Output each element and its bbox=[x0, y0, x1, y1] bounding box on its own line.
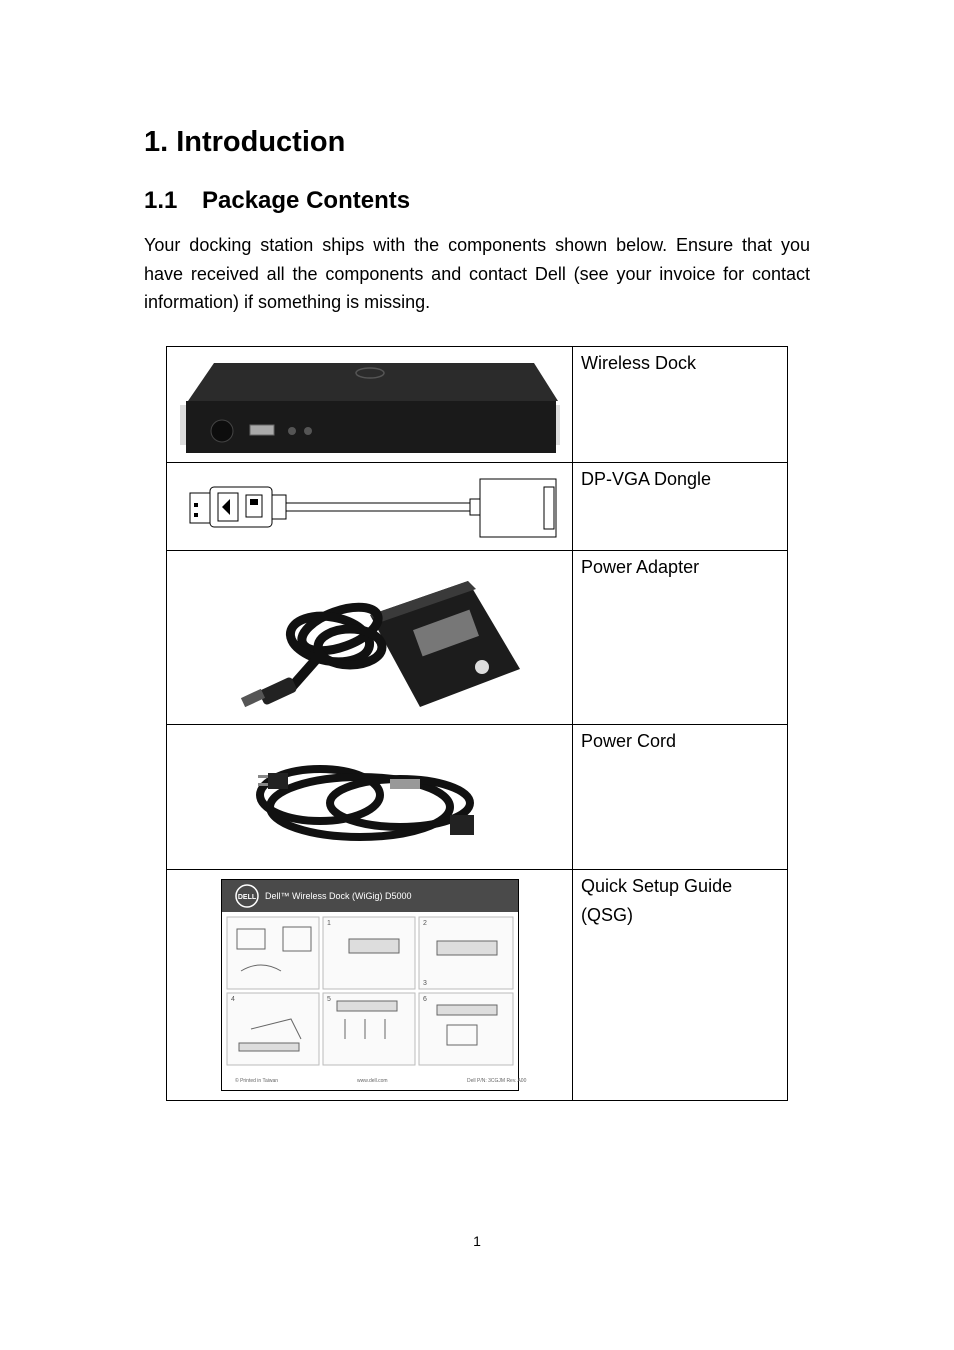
package-contents-table bbox=[166, 346, 788, 1101]
qsg-step-number: 5 bbox=[326, 996, 331, 1003]
intro-paragraph: Your docking station ships with the components shown below. Ensure that you have received all the components and contact Dell (see your invoice for contact information) if something is missing. bbox=[144, 235, 810, 312]
table-row bbox=[167, 870, 788, 1101]
qsg-brand: DELL bbox=[237, 894, 256, 901]
item-image-cell bbox=[167, 725, 573, 870]
qsg-footer-left: © Printed in Taiwan bbox=[234, 1078, 278, 1084]
qsg-step-number: 1 bbox=[326, 920, 331, 927]
subsection-title: Package Contents bbox=[202, 187, 411, 214]
section-title: Introduction bbox=[176, 126, 346, 158]
item-label: Quick Setup Guide (QSG) bbox=[573, 870, 788, 1101]
table-row bbox=[167, 551, 788, 725]
page-number: 1 bbox=[473, 1233, 481, 1249]
qsg-step-number: 2 bbox=[422, 920, 427, 927]
item-label: DP-VGA Dongle bbox=[573, 463, 788, 551]
qsg-thumbnail-image bbox=[221, 879, 526, 1091]
item-image-cell bbox=[167, 551, 573, 725]
item-label: Wireless Dock bbox=[573, 347, 788, 463]
table-row bbox=[167, 725, 788, 870]
item-image-cell bbox=[167, 347, 573, 463]
item-image-cell bbox=[167, 463, 573, 551]
subsection-number: 1.1 bbox=[144, 187, 178, 214]
power-cord-image bbox=[250, 745, 490, 855]
qsg-step-number: 3 bbox=[422, 980, 427, 987]
qsg-footer-center: www.dell.com bbox=[356, 1078, 388, 1084]
table-row bbox=[167, 463, 788, 551]
qsg-step-number: 4 bbox=[230, 996, 235, 1003]
item-label: Power Adapter bbox=[573, 551, 788, 725]
item-image-cell bbox=[167, 870, 573, 1101]
qsg-footer-right: Dell P/N: 3CGJM Rev. A00 bbox=[466, 1078, 526, 1084]
table-row bbox=[167, 347, 788, 463]
section-heading bbox=[144, 126, 345, 159]
section-number: 1. bbox=[144, 126, 169, 158]
qsg-title: Dell™ Wireless Dock (WiGig) D5000 bbox=[264, 891, 412, 901]
item-label: Power Cord bbox=[573, 725, 788, 870]
subsection-heading bbox=[144, 187, 410, 215]
wireless-dock-image bbox=[174, 353, 566, 457]
dp-vga-dongle-image bbox=[180, 467, 560, 547]
power-adapter-image bbox=[220, 559, 520, 719]
qsg-step-number: 6 bbox=[422, 996, 427, 1003]
